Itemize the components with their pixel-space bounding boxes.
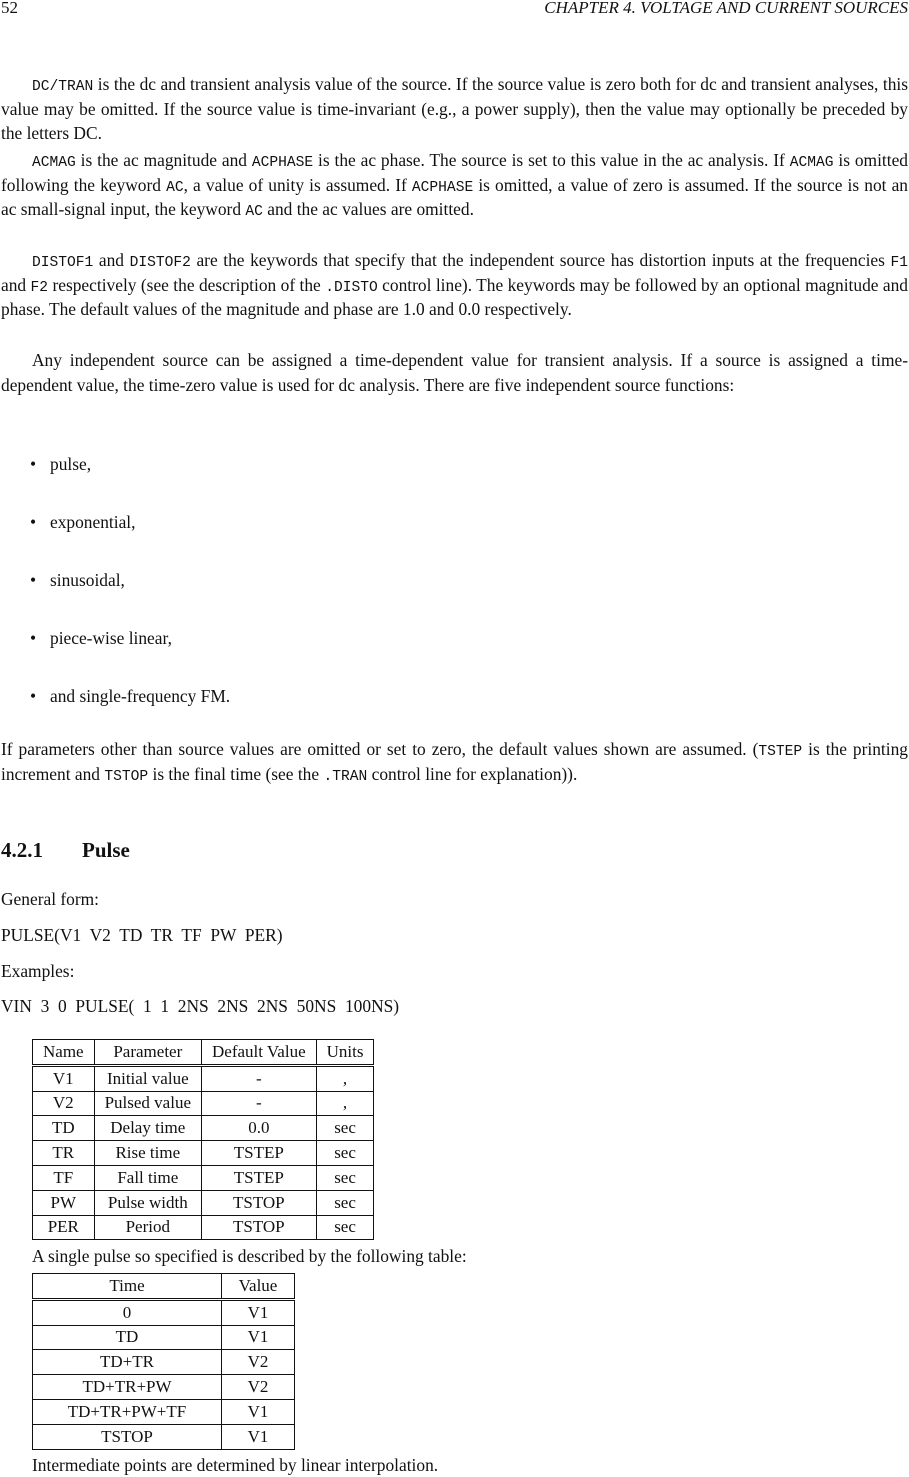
bullet-text: exponential, [50,512,136,532]
paragraph-acmag [1,148,908,222]
table-row [33,1299,295,1325]
table-cell: sec [316,1215,374,1240]
table-row [33,1375,295,1400]
column-header: Default Value [202,1040,317,1066]
table-cell: Initial value [94,1065,201,1091]
table-row [33,1116,374,1141]
table-cell: , [316,1091,374,1116]
table-row [33,1141,374,1166]
chapter-title: CHAPTER 4. VOLTAGE AND CURRENT SOURCES [544,0,908,17]
example-line: VIN 3 0 PULSE( 1 1 2NS 2NS 2NS 50NS 100NS) [1,996,400,1016]
paragraph-text: and [1,274,31,295]
bullet-icon: • [30,454,37,474]
table-row [33,1399,295,1424]
column-header: Value [222,1274,295,1300]
table-cell: - [202,1065,317,1091]
table-row [33,1325,295,1350]
column-header: Time [33,1274,222,1300]
table-cell: TD [33,1116,95,1141]
paragraph-text: , a value of unity is assumed. If [183,174,412,195]
paragraph-text: is omitted following the keyword [1,150,908,195]
table-cell: , [316,1065,374,1091]
table-cell: TD [33,1325,222,1350]
table-cell: TD+TR+PW+TF [33,1399,222,1424]
paragraph-defaults [1,737,908,786]
table-row [33,1091,374,1116]
code-term: AC [166,179,184,196]
table-cell: 0 [33,1299,222,1325]
table-cell: sec [316,1141,374,1166]
bullet-icon: • [30,512,37,532]
general-form: PULSE(V1 V2 TD TR TF PW PER) [1,925,283,945]
code-term: ACPHASE [251,155,314,171]
code-term: F2 [30,279,49,296]
paragraph-text: is the printing increment and [1,739,908,784]
table-row [33,1165,374,1190]
table-cell: TSTOP [202,1215,317,1240]
code-term: .DISTO [325,279,378,296]
paragraph-text: Any independent source can be assigned a time-dependent value for transient analysis. If a source is assigned a time-dependent value, the time-zero value is used for dc analysis. There are five independent source functions: [1,350,908,395]
table-cell: V1 [222,1299,295,1325]
table-cell: PW [33,1190,95,1215]
table-cell: Period [94,1215,201,1240]
section-heading [1,838,130,863]
column-header: Parameter [94,1040,201,1066]
bullet-text: sinusoidal, [50,570,125,590]
table-cell: V1 [33,1065,95,1091]
table-cell: - [202,1091,317,1116]
column-header: Units [316,1040,374,1066]
paragraph-text: is the ac magnitude and [75,150,252,170]
paragraph-distof [1,248,908,322]
paragraph-text: respectively (see the description of the [48,274,326,295]
bullet-item [30,452,91,476]
table-cell: 0.0 [202,1116,317,1141]
table-cell: Pulsed value [94,1091,201,1116]
table-cell: TD+TR [33,1350,222,1375]
code-term: ACMAG [789,155,834,171]
table-cell: V2 [33,1091,95,1116]
table-row [33,1215,374,1240]
code-term: ACPHASE [411,179,474,196]
paragraph-text: are the keywords that specify that the independent source has distortion inputs at the frequencies [190,250,891,270]
table-header-row [33,1040,374,1066]
code-term: DISTOF2 [129,255,191,271]
table-caption: A single pulse so specified is described by the following table: [32,1246,467,1266]
bullet-text: piece-wise linear, [50,628,172,648]
code-term: TSTOP [104,768,149,785]
general-form-label: General form: [1,889,100,909]
table-cell: V2 [222,1375,295,1400]
paragraph-text: is the final time (see the [148,763,324,784]
paragraph-time-dependent [1,348,908,397]
table-cell: V1 [222,1325,295,1350]
table-header-row [33,1274,295,1300]
code-term: .TRAN [323,768,368,785]
table-cell: TD+TR+PW [33,1375,222,1400]
paragraph-text: is the ac phase. The source is set to this value in the ac analysis. If [313,150,790,170]
column-header: Name [33,1040,95,1066]
paragraph-text: control line). The keywords may be followed by an optional magnitude and phase. The default values of the magnitude and phase are 1.0 and 0.0 respectively. [1,274,908,319]
table-cell: TSTOP [202,1190,317,1215]
bullet-item [30,684,230,708]
paragraph-text: control line for explanation)). [367,763,578,784]
table-cell: Rise time [94,1141,201,1166]
table-cell: TSTOP [33,1424,222,1449]
paragraph-text: is the dc and transient analysis value of the source. If the source value is zero both for dc and transient analyses, this value may be omitted. If the source value is time-invariant (e.g., a power supply), then the value may optionally be preceded by the letters DC. [1,74,908,143]
footer-text: Intermediate points are determined by linear interpolation. [32,1455,439,1475]
bullet-text: pulse, [50,454,92,474]
table-cell: TR [33,1141,95,1166]
table-cell: PER [33,1215,95,1240]
bullet-text: and single-frequency FM. [50,686,231,706]
table-row [33,1424,295,1449]
table-row [33,1190,374,1215]
code-term: ACMAG [32,155,76,171]
table-cell: V1 [222,1399,295,1424]
section-number: 4.2.1 [1,838,43,862]
code-term: AC [245,204,263,220]
table-cell: sec [316,1165,374,1190]
paragraph-text: and the ac values are omitted. [262,199,474,219]
section-title: Pulse [82,838,130,862]
bullet-icon: • [30,628,37,648]
table-cell: Delay time [94,1116,201,1141]
table-cell: Pulse width [94,1190,201,1215]
code-term: DISTOF1 [32,255,94,271]
pulse-table [32,1273,295,1450]
table-cell: Fall time [94,1165,201,1190]
table-row [33,1350,295,1375]
table-cell: TSTEP [202,1141,317,1166]
table-cell: TSTEP [202,1165,317,1190]
table-cell: V2 [222,1350,295,1375]
bullet-icon: • [30,686,37,706]
paragraph-text: If parameters other than source values are omitted or set to zero, the default values shown are assumed. ( [1,739,759,759]
page-number: 52 [1,0,18,17]
paragraph-text: is omitted, a value of zero is assumed. If the source is not an ac small-signal input, the keyword [1,174,908,219]
bullet-item [30,510,135,534]
code-term: DC/TRAN [32,79,94,95]
code-term: TSTEP [758,744,803,760]
table-cell: V1 [222,1424,295,1449]
parameter-table [32,1039,374,1240]
bullet-item [30,626,172,650]
table-cell: TF [33,1165,95,1190]
examples-label: Examples: [1,961,75,981]
page-header [0,0,909,22]
table-cell: sec [316,1190,374,1215]
table-row [33,1065,374,1091]
table-cell: sec [316,1116,374,1141]
paragraph-text: and [93,250,130,270]
bullet-icon: • [30,570,37,590]
code-term: F1 [890,255,908,271]
bullet-item [30,568,125,592]
paragraph-dc-tran [1,72,908,146]
